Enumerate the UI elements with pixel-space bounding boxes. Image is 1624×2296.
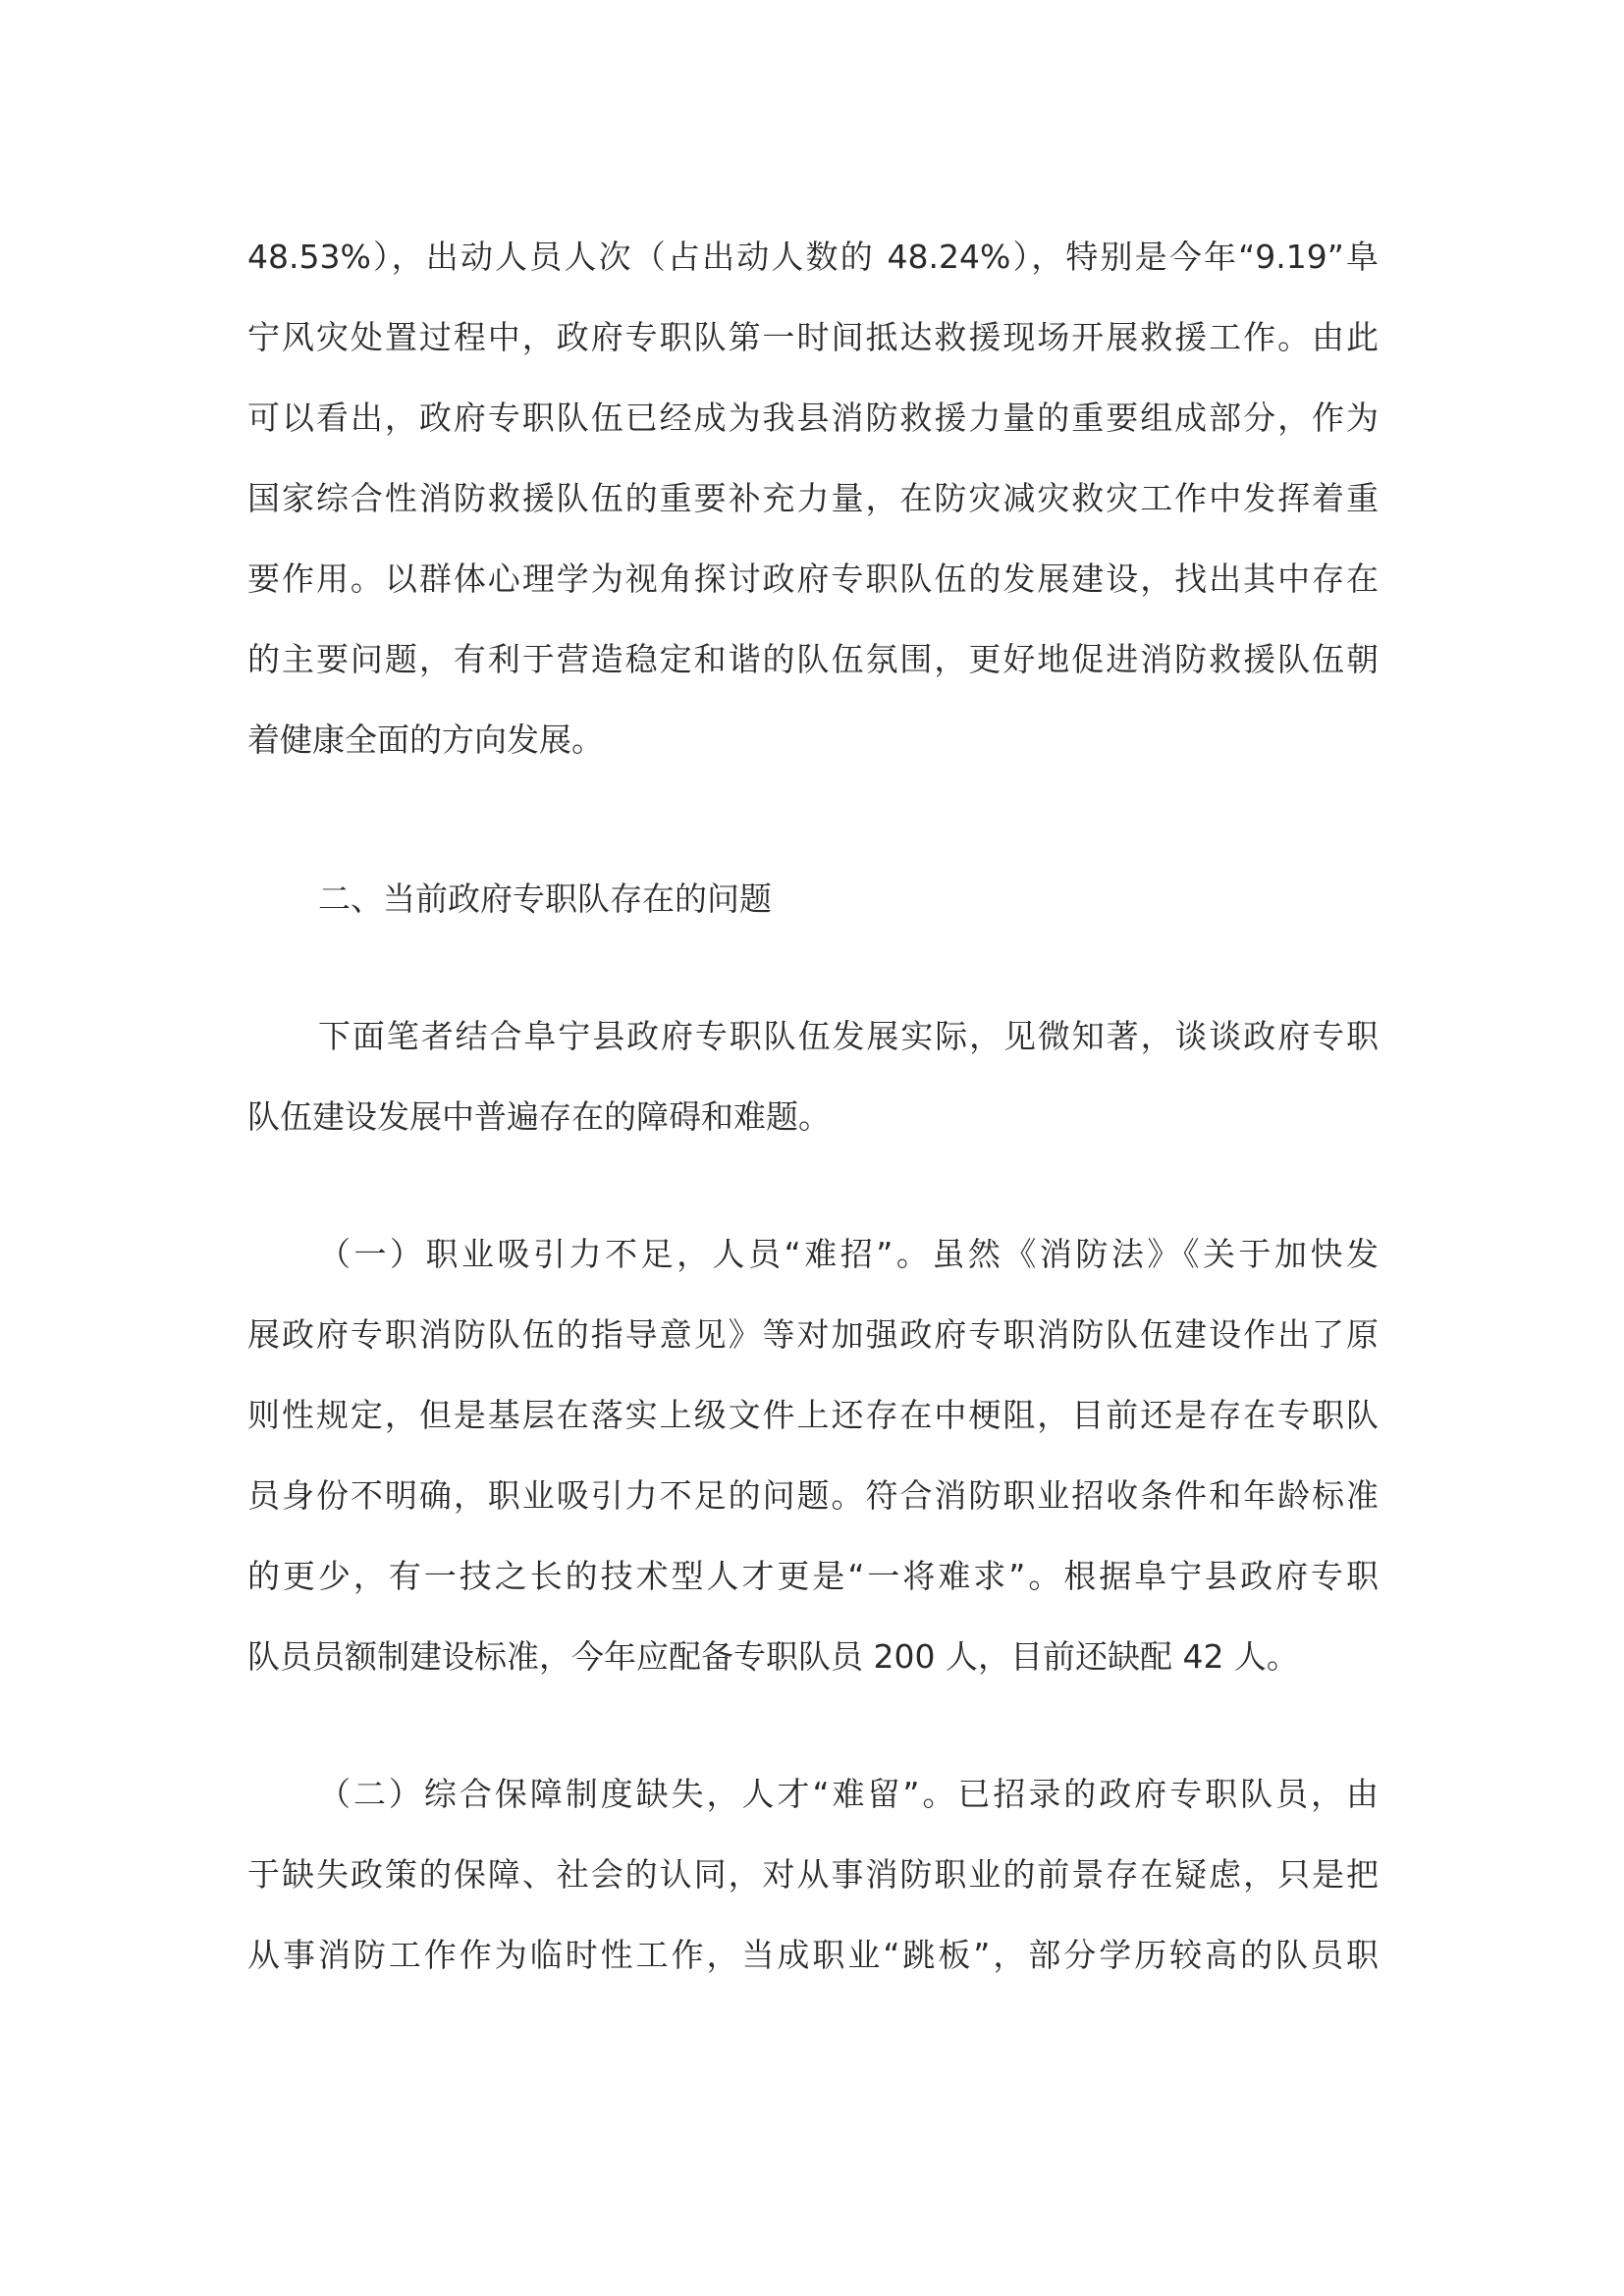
text-line: （二）综合保障制度缺失，人才“难留”。已招录的政府专职队员，由 [318, 1775, 1379, 1813]
text-line: 着健康全面的方向发展。 [247, 721, 604, 759]
text-line: （一）职业吸引力不足，人员“难招”。虽然《消防法》《关于加快发 [318, 1235, 1379, 1273]
text-line: 展政府专职消防队伍的指导意见》等对加强政府专职消防队伍建设作出了原 [247, 1315, 1379, 1354]
text-line: 队伍建设发展中普遍存在的障碍和难题。 [247, 1097, 831, 1136]
text-line: 下面笔者结合阜宁县政府专职队伍发展实际，见微知著，谈谈政府专职 [318, 1017, 1379, 1055]
text-line: 可以看出，政府专职队伍已经成为我县消防救援力量的重要组成部分，作为 [247, 399, 1379, 437]
text-line: 48.53%），出动人员人次（占出动人数的 48.24%），特别是今年“9.19”阜 [247, 238, 1379, 276]
text-line: 宁风灾处置过程中，政府专职队第一时间抵达救援现场开展救援工作。由此 [247, 318, 1379, 356]
text-line: 的更少，有一技之长的技术型人才更是“一将难求”。根据阜宁县政府专职 [247, 1557, 1379, 1595]
text-line: 队员员额制建设标准，今年应配备专职队员 200 人，目前还缺配 42 人。 [247, 1637, 1299, 1676]
text-line: 从事消防工作作为临时性工作，当成职业“跳板”，部分学历较高的队员职 [247, 1936, 1379, 1974]
text-line: 国家综合性消防救援队伍的重要补充力量，在防灾减灾救灾工作中发挥着重 [247, 479, 1379, 517]
text-line: 员身份不明确，职业吸引力不足的问题。符合消防职业招收条件和年龄标准 [247, 1476, 1379, 1515]
text-line: 于缺失政策的保障、社会的认同，对从事消防职业的前景存在疑虑，只是把 [247, 1855, 1379, 1894]
text-line: 则性规定，但是基层在落实上级文件上还存在中梗阻，目前还是存在专职队 [247, 1396, 1379, 1434]
text-line: 要作用。以群体心理学为视角探讨政府专职队伍的发展建设，找出其中存在 [247, 560, 1379, 598]
section-heading: 二、当前政府专职队存在的问题 [318, 880, 772, 918]
text-line: 的主要问题，有利于营造稳定和谐的队伍氛围，更好地促进消防救援队伍朝 [247, 640, 1379, 678]
